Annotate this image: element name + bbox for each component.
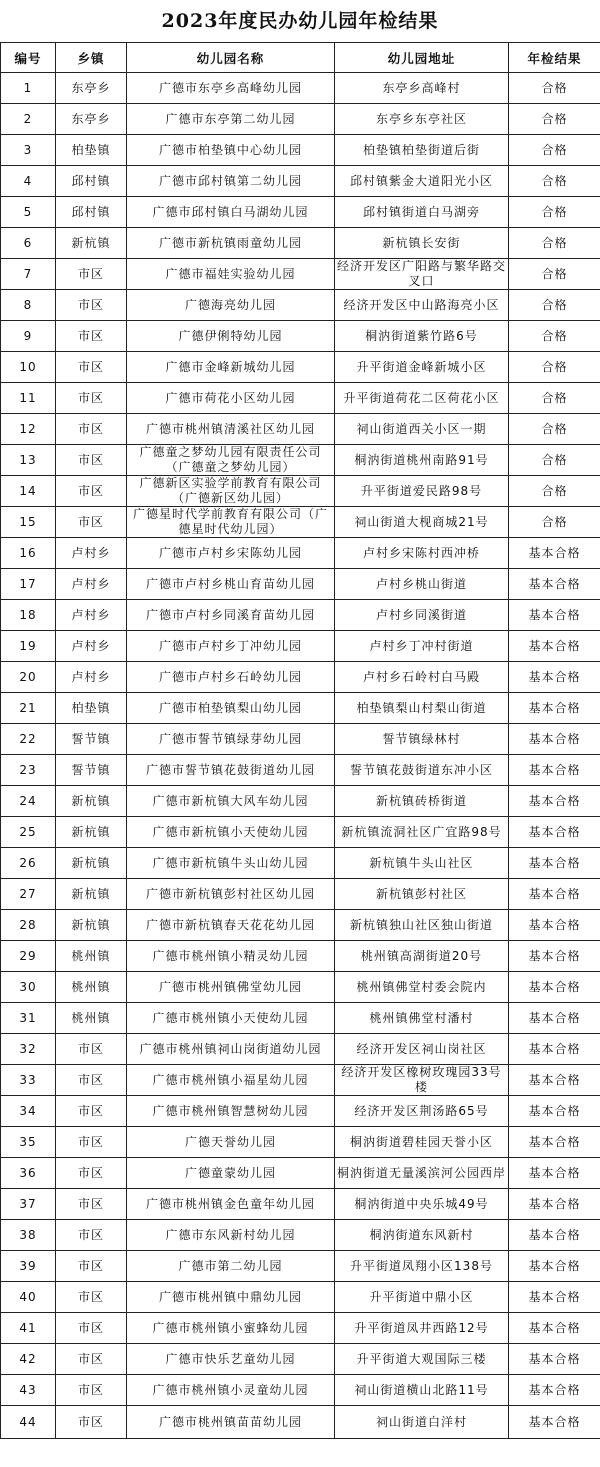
table-row [1, 321, 600, 352]
table-row [1, 104, 600, 135]
table-row [1, 445, 600, 476]
cell-inspection-result: 合格 [509, 414, 600, 445]
table-header-row [1, 43, 600, 73]
cell-inspection-result: 合格 [509, 445, 600, 476]
cell-township: 市区 [56, 1096, 127, 1127]
cell-kindergarten-name: 广德市新杭镇彭村社区幼儿园 [127, 879, 335, 910]
cell-kindergarten-name: 广德伊俐特幼儿园 [127, 321, 335, 352]
cell-inspection-result: 基本合格 [509, 1127, 600, 1158]
cell-township: 市区 [56, 1313, 127, 1344]
header-kindergarten-address: 幼儿园地址 [335, 43, 509, 73]
table-row [1, 662, 600, 693]
table-row [1, 1003, 600, 1034]
cell-township: 市区 [56, 1375, 127, 1406]
cell-kindergarten-address: 升平街道凤翔小区138号 [335, 1251, 509, 1282]
table-row [1, 1344, 600, 1375]
cell-number: 4 [1, 166, 56, 197]
cell-inspection-result: 基本合格 [509, 569, 600, 600]
table-row [1, 1375, 600, 1406]
cell-kindergarten-address: 誓节镇花鼓街道东冲小区 [335, 755, 509, 786]
table-row [1, 972, 600, 1003]
table-row [1, 166, 600, 197]
table-row [1, 1158, 600, 1189]
cell-kindergarten-name: 广德市桃州镇小精灵幼儿园 [127, 941, 335, 972]
cell-number: 25 [1, 817, 56, 848]
table-row [1, 259, 600, 290]
cell-number: 15 [1, 507, 56, 538]
cell-kindergarten-name: 广德市卢村乡宋陈幼儿园 [127, 538, 335, 569]
cell-kindergarten-name: 广德市卢村乡桃山育苗幼儿园 [127, 569, 335, 600]
table-body [1, 73, 600, 1439]
cell-kindergarten-name: 广德市桃州镇小灵童幼儿园 [127, 1375, 335, 1406]
cell-number: 1 [1, 73, 56, 104]
cell-kindergarten-name: 广德海亮幼儿园 [127, 290, 335, 321]
cell-kindergarten-address: 升平街道荷花二区荷花小区 [335, 383, 509, 414]
cell-inspection-result: 合格 [509, 507, 600, 538]
cell-township: 市区 [56, 290, 127, 321]
cell-kindergarten-address: 升平街道中鼎小区 [335, 1282, 509, 1313]
table-row [1, 1406, 600, 1439]
cell-township: 市区 [56, 259, 127, 290]
cell-township: 市区 [56, 445, 127, 476]
table-row [1, 135, 600, 166]
cell-inspection-result: 基本合格 [509, 538, 600, 569]
cell-kindergarten-address: 卢村乡宋陈村西冲桥 [335, 538, 509, 569]
cell-number: 23 [1, 755, 56, 786]
cell-inspection-result: 基本合格 [509, 1003, 600, 1034]
table-row [1, 1282, 600, 1313]
table-row [1, 569, 600, 600]
cell-kindergarten-address: 祠山街道西关小区一期 [335, 414, 509, 445]
cell-number: 33 [1, 1065, 56, 1096]
cell-number: 24 [1, 786, 56, 817]
cell-inspection-result: 合格 [509, 166, 600, 197]
cell-kindergarten-address: 桐汭街道中央乐城49号 [335, 1189, 509, 1220]
cell-kindergarten-name: 广德市卢村乡丁冲幼儿园 [127, 631, 335, 662]
cell-number: 39 [1, 1251, 56, 1282]
cell-inspection-result: 基本合格 [509, 848, 600, 879]
cell-number: 30 [1, 972, 56, 1003]
cell-inspection-result: 基本合格 [509, 1158, 600, 1189]
cell-township: 市区 [56, 1034, 127, 1065]
table-row [1, 879, 600, 910]
cell-kindergarten-address: 升平街道爱民路98号 [335, 476, 509, 507]
cell-kindergarten-address: 卢村乡石岭村白马殿 [335, 662, 509, 693]
cell-kindergarten-name: 广德市柏垫镇梨山幼儿园 [127, 693, 335, 724]
cell-inspection-result: 基本合格 [509, 972, 600, 1003]
table-row [1, 1251, 600, 1282]
cell-kindergarten-name: 广德天誉幼儿园 [127, 1127, 335, 1158]
cell-township: 市区 [56, 1189, 127, 1220]
cell-kindergarten-name: 广德童蒙幼儿园 [127, 1158, 335, 1189]
cell-township: 市区 [56, 414, 127, 445]
cell-inspection-result: 合格 [509, 383, 600, 414]
table-row [1, 631, 600, 662]
cell-kindergarten-address: 经济开发区祠山岗社区 [335, 1034, 509, 1065]
cell-kindergarten-address: 新杭镇长安街 [335, 228, 509, 259]
cell-township: 东亭乡 [56, 73, 127, 104]
cell-number: 17 [1, 569, 56, 600]
cell-inspection-result: 基本合格 [509, 662, 600, 693]
cell-number: 10 [1, 352, 56, 383]
cell-township: 新杭镇 [56, 910, 127, 941]
cell-number: 42 [1, 1344, 56, 1375]
cell-inspection-result: 基本合格 [509, 910, 600, 941]
table-row [1, 600, 600, 631]
cell-kindergarten-address: 新杭镇流洞社区广宜路98号 [335, 817, 509, 848]
cell-kindergarten-address: 升平街道大观国际三楼 [335, 1344, 509, 1375]
cell-township: 卢村乡 [56, 662, 127, 693]
cell-kindergarten-name: 广德市邱村镇第二幼儿园 [127, 166, 335, 197]
cell-township: 桃州镇 [56, 941, 127, 972]
cell-township: 市区 [56, 507, 127, 538]
cell-number: 32 [1, 1034, 56, 1065]
table-row [1, 724, 600, 755]
cell-number: 43 [1, 1375, 56, 1406]
table-row [1, 290, 600, 321]
cell-kindergarten-address: 桃州镇高湖街道20号 [335, 941, 509, 972]
table-row [1, 848, 600, 879]
cell-kindergarten-name: 广德市金峰新城幼儿园 [127, 352, 335, 383]
cell-kindergarten-address: 柏垫镇柏垫街道后街 [335, 135, 509, 166]
cell-number: 2 [1, 104, 56, 135]
cell-inspection-result: 基本合格 [509, 1313, 600, 1344]
cell-number: 35 [1, 1127, 56, 1158]
cell-township: 市区 [56, 1344, 127, 1375]
cell-kindergarten-address: 邱村镇街道白马湖旁 [335, 197, 509, 228]
cell-number: 27 [1, 879, 56, 910]
cell-number: 5 [1, 197, 56, 228]
cell-kindergarten-address: 祠山街道白洋村 [335, 1406, 509, 1439]
cell-township: 新杭镇 [56, 848, 127, 879]
table-row [1, 941, 600, 972]
table-row [1, 73, 600, 104]
cell-kindergarten-name: 广德新区实验学前教育有限公司（广德新区幼儿园） [127, 476, 335, 507]
cell-kindergarten-address: 升平街道金峰新城小区 [335, 352, 509, 383]
cell-kindergarten-address: 祠山街道横山北路11号 [335, 1375, 509, 1406]
cell-number: 3 [1, 135, 56, 166]
cell-township: 新杭镇 [56, 817, 127, 848]
cell-kindergarten-address: 柏垫镇梨山村梨山街道 [335, 693, 509, 724]
table-row [1, 197, 600, 228]
cell-kindergarten-name: 广德市桃州镇中鼎幼儿园 [127, 1282, 335, 1313]
header-kindergarten-name: 幼儿园名称 [127, 43, 335, 73]
cell-kindergarten-address: 经济开发区广阳路与繁华路交叉口 [335, 259, 509, 290]
cell-kindergarten-address: 桐汭街道桃州南路91号 [335, 445, 509, 476]
cell-inspection-result: 合格 [509, 104, 600, 135]
cell-kindergarten-name: 广德市邱村镇白马湖幼儿园 [127, 197, 335, 228]
cell-number: 12 [1, 414, 56, 445]
cell-inspection-result: 基本合格 [509, 631, 600, 662]
cell-kindergarten-name: 广德市桃州镇佛堂幼儿园 [127, 972, 335, 1003]
cell-kindergarten-name: 广德童之梦幼儿园有限责任公司（广德童之梦幼儿园） [127, 445, 335, 476]
cell-kindergarten-address: 桃州镇佛堂村潘村 [335, 1003, 509, 1034]
cell-kindergarten-address: 桐汭街道无量溪滨河公园西岸 [335, 1158, 509, 1189]
cell-kindergarten-address: 誓节镇绿林村 [335, 724, 509, 755]
cell-kindergarten-name: 广德市柏垫镇中心幼儿园 [127, 135, 335, 166]
cell-kindergarten-name: 广德市桃州镇清溪社区幼儿园 [127, 414, 335, 445]
header-township: 乡镇 [56, 43, 127, 73]
table-row [1, 755, 600, 786]
cell-inspection-result: 基本合格 [509, 1251, 600, 1282]
table-row [1, 786, 600, 817]
table-row [1, 1313, 600, 1344]
cell-inspection-result: 合格 [509, 352, 600, 383]
cell-inspection-result: 合格 [509, 476, 600, 507]
cell-kindergarten-address: 卢村乡丁冲村街道 [335, 631, 509, 662]
cell-township: 卢村乡 [56, 538, 127, 569]
cell-kindergarten-address: 东亭乡东亭社区 [335, 104, 509, 135]
cell-kindergarten-address: 桐汭街道碧桂园天誉小区 [335, 1127, 509, 1158]
cell-kindergarten-name: 广德市新杭镇雨童幼儿园 [127, 228, 335, 259]
cell-township: 市区 [56, 383, 127, 414]
table-row [1, 1065, 600, 1096]
cell-township: 市区 [56, 352, 127, 383]
cell-township: 卢村乡 [56, 631, 127, 662]
cell-kindergarten-name: 广德市福娃实验幼儿园 [127, 259, 335, 290]
table-row [1, 538, 600, 569]
cell-township: 市区 [56, 1158, 127, 1189]
cell-township: 卢村乡 [56, 600, 127, 631]
table-row [1, 352, 600, 383]
cell-inspection-result: 合格 [509, 73, 600, 104]
cell-inspection-result: 合格 [509, 259, 600, 290]
cell-township: 桃州镇 [56, 1003, 127, 1034]
cell-kindergarten-name: 广德市第二幼儿园 [127, 1251, 335, 1282]
cell-inspection-result: 基本合格 [509, 1282, 600, 1313]
cell-kindergarten-address: 桃州镇佛堂村委会院内 [335, 972, 509, 1003]
table-row [1, 1220, 600, 1251]
cell-township: 市区 [56, 1282, 127, 1313]
cell-inspection-result: 基本合格 [509, 1375, 600, 1406]
cell-township: 新杭镇 [56, 879, 127, 910]
cell-number: 19 [1, 631, 56, 662]
cell-kindergarten-address: 祠山街道大枧商城21号 [335, 507, 509, 538]
cell-inspection-result: 合格 [509, 321, 600, 352]
cell-kindergarten-name: 广德市卢村乡同溪育苗幼儿园 [127, 600, 335, 631]
cell-inspection-result: 基本合格 [509, 1096, 600, 1127]
cell-township: 誓节镇 [56, 724, 127, 755]
cell-inspection-result: 基本合格 [509, 879, 600, 910]
cell-number: 21 [1, 693, 56, 724]
cell-township: 新杭镇 [56, 228, 127, 259]
cell-kindergarten-name: 广德市誓节镇绿芽幼儿园 [127, 724, 335, 755]
cell-inspection-result: 合格 [509, 290, 600, 321]
cell-township: 市区 [56, 1406, 127, 1439]
cell-township: 柏垫镇 [56, 693, 127, 724]
cell-kindergarten-name: 广德市誓节镇花鼓街道幼儿园 [127, 755, 335, 786]
cell-inspection-result: 基本合格 [509, 1344, 600, 1375]
cell-inspection-result: 基本合格 [509, 693, 600, 724]
cell-inspection-result: 基本合格 [509, 755, 600, 786]
cell-township: 市区 [56, 1065, 127, 1096]
cell-kindergarten-address: 新杭镇砖桥街道 [335, 786, 509, 817]
cell-inspection-result: 基本合格 [509, 941, 600, 972]
cell-township: 桃州镇 [56, 972, 127, 1003]
cell-kindergarten-address: 新杭镇独山社区独山街道 [335, 910, 509, 941]
cell-kindergarten-name: 广德市桃州镇祠山岗街道幼儿园 [127, 1034, 335, 1065]
table-row [1, 414, 600, 445]
page-title: 2023年度民办幼儿园年检结果 [161, 10, 439, 32]
table-row [1, 383, 600, 414]
results-table [0, 42, 600, 1439]
cell-number: 44 [1, 1406, 56, 1439]
cell-kindergarten-address: 新杭镇彭村社区 [335, 879, 509, 910]
cell-township: 誓节镇 [56, 755, 127, 786]
cell-kindergarten-address: 经济开发区橡树玫瑰园33号楼 [335, 1065, 509, 1096]
cell-kindergarten-address: 邱村镇紫金大道阳光小区 [335, 166, 509, 197]
cell-kindergarten-address: 东亭乡高峰村 [335, 73, 509, 104]
table-row [1, 1127, 600, 1158]
cell-kindergarten-name: 广德市东风新村幼儿园 [127, 1220, 335, 1251]
cell-kindergarten-name: 广德市桃州镇智慧树幼儿园 [127, 1096, 335, 1127]
cell-kindergarten-name: 广德市卢村乡石岭幼儿园 [127, 662, 335, 693]
table-row [1, 1096, 600, 1127]
table-row [1, 910, 600, 941]
cell-kindergarten-address: 卢村乡同溪街道 [335, 600, 509, 631]
cell-township: 市区 [56, 1127, 127, 1158]
cell-inspection-result: 基本合格 [509, 1220, 600, 1251]
cell-kindergarten-name: 广德市桃州镇小蜜蜂幼儿园 [127, 1313, 335, 1344]
cell-kindergarten-address: 经济开发区中山路海亮小区 [335, 290, 509, 321]
table-row [1, 1189, 600, 1220]
cell-kindergarten-name: 广德星时代学前教育有限公司（广德星时代幼儿园） [127, 507, 335, 538]
cell-number: 22 [1, 724, 56, 755]
cell-number: 11 [1, 383, 56, 414]
cell-township: 邱村镇 [56, 197, 127, 228]
cell-township: 邱村镇 [56, 166, 127, 197]
table-row [1, 817, 600, 848]
cell-kindergarten-name: 广德市快乐艺童幼儿园 [127, 1344, 335, 1375]
cell-inspection-result: 合格 [509, 228, 600, 259]
cell-number: 26 [1, 848, 56, 879]
cell-number: 41 [1, 1313, 56, 1344]
cell-number: 36 [1, 1158, 56, 1189]
cell-kindergarten-address: 桐汭街道紫竹路6号 [335, 321, 509, 352]
cell-township: 卢村乡 [56, 569, 127, 600]
cell-kindergarten-name: 广德市新杭镇春天花花幼儿园 [127, 910, 335, 941]
table-row [1, 1034, 600, 1065]
cell-number: 7 [1, 259, 56, 290]
cell-kindergarten-name: 广德市新杭镇牛头山幼儿园 [127, 848, 335, 879]
cell-number: 9 [1, 321, 56, 352]
cell-kindergarten-address: 升平街道凤井西路12号 [335, 1313, 509, 1344]
cell-number: 14 [1, 476, 56, 507]
cell-kindergarten-name: 广德市新杭镇小天使幼儿园 [127, 817, 335, 848]
cell-number: 40 [1, 1282, 56, 1313]
cell-number: 8 [1, 290, 56, 321]
cell-kindergarten-name: 广德市桃州镇金色童年幼儿园 [127, 1189, 335, 1220]
cell-inspection-result: 合格 [509, 197, 600, 228]
cell-township: 市区 [56, 1251, 127, 1282]
cell-township: 柏垫镇 [56, 135, 127, 166]
cell-number: 38 [1, 1220, 56, 1251]
cell-number: 18 [1, 600, 56, 631]
cell-inspection-result: 基本合格 [509, 1406, 600, 1439]
cell-township: 东亭乡 [56, 104, 127, 135]
cell-kindergarten-name: 广德市桃州镇小天使幼儿园 [127, 1003, 335, 1034]
cell-number: 28 [1, 910, 56, 941]
cell-inspection-result: 基本合格 [509, 600, 600, 631]
cell-inspection-result: 基本合格 [509, 724, 600, 755]
cell-township: 市区 [56, 321, 127, 352]
cell-number: 20 [1, 662, 56, 693]
cell-kindergarten-name: 广德市桃州镇苗苗幼儿园 [127, 1406, 335, 1439]
cell-kindergarten-address: 卢村乡桃山街道 [335, 569, 509, 600]
cell-township: 市区 [56, 1220, 127, 1251]
cell-number: 37 [1, 1189, 56, 1220]
header-number: 编号 [1, 43, 56, 73]
cell-inspection-result: 基本合格 [509, 1065, 600, 1096]
cell-kindergarten-address: 经济开发区荆汤路65号 [335, 1096, 509, 1127]
header-inspection-result: 年检结果 [509, 43, 600, 73]
cell-kindergarten-name: 广德市东亭第二幼儿园 [127, 104, 335, 135]
table-row [1, 507, 600, 538]
cell-inspection-result: 基本合格 [509, 1034, 600, 1065]
cell-township: 新杭镇 [56, 786, 127, 817]
cell-number: 29 [1, 941, 56, 972]
table-row [1, 693, 600, 724]
cell-kindergarten-name: 广德市新杭镇大风车幼儿园 [127, 786, 335, 817]
cell-number: 6 [1, 228, 56, 259]
cell-number: 13 [1, 445, 56, 476]
cell-number: 31 [1, 1003, 56, 1034]
cell-kindergarten-name: 广德市东亭乡高峰幼儿园 [127, 73, 335, 104]
cell-kindergarten-name: 广德市桃州镇小福星幼儿园 [127, 1065, 335, 1096]
cell-number: 16 [1, 538, 56, 569]
cell-inspection-result: 基本合格 [509, 786, 600, 817]
cell-inspection-result: 合格 [509, 135, 600, 166]
cell-township: 市区 [56, 476, 127, 507]
table-row [1, 228, 600, 259]
cell-kindergarten-name: 广德市荷花小区幼儿园 [127, 383, 335, 414]
table-row [1, 476, 600, 507]
cell-kindergarten-address: 桐汭街道东风新村 [335, 1220, 509, 1251]
cell-kindergarten-address: 新杭镇牛头山社区 [335, 848, 509, 879]
cell-inspection-result: 基本合格 [509, 1189, 600, 1220]
cell-number: 34 [1, 1096, 56, 1127]
cell-inspection-result: 基本合格 [509, 817, 600, 848]
